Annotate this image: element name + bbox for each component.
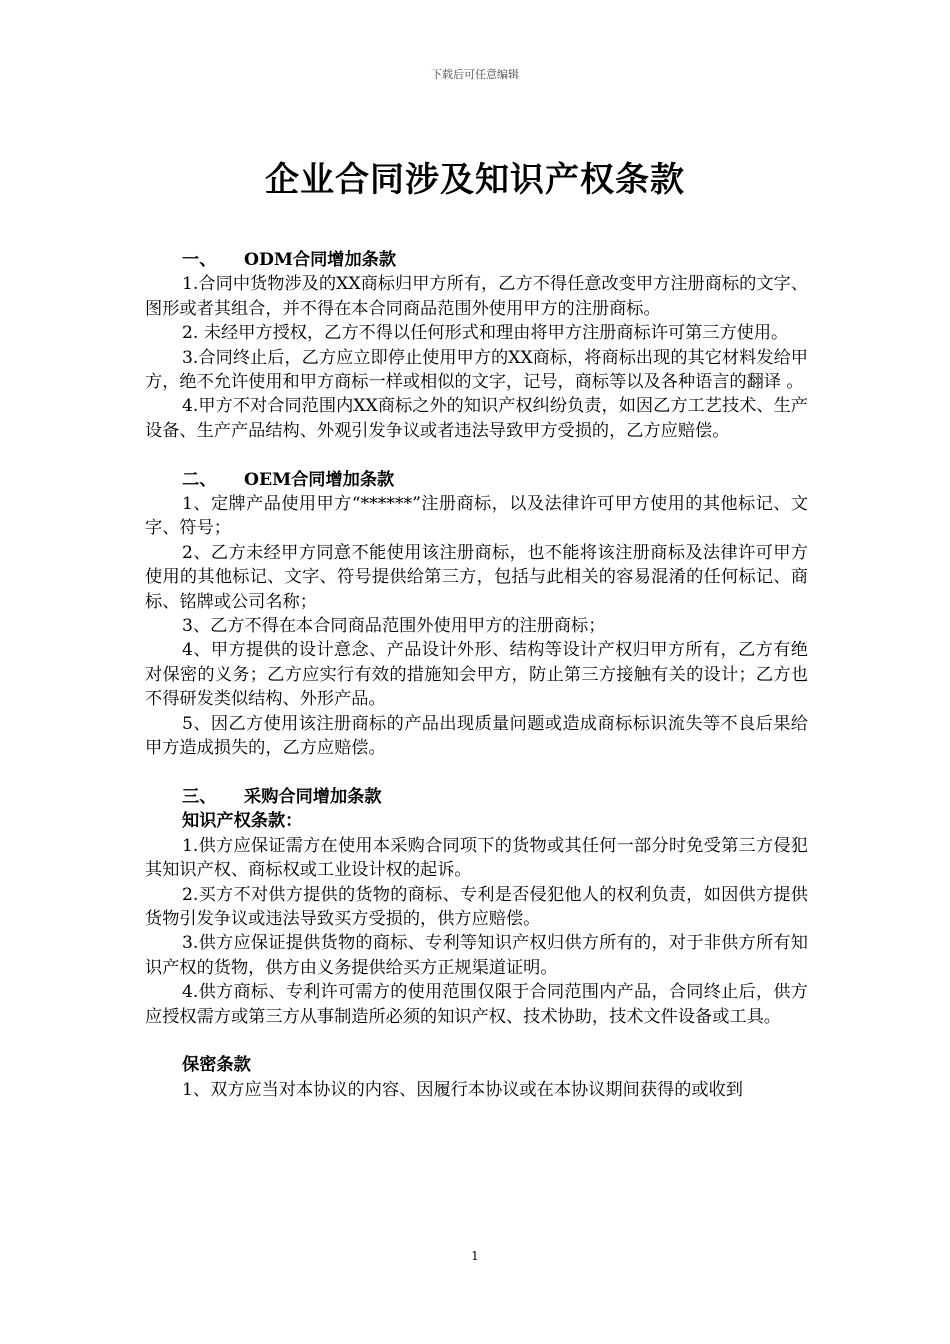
- paragraph: 2、乙方未经甲方同意不能使用该注册商标，也不能将该注册商标及法律许可甲方使用的其他标记、文字、符号提供给第三方，包括与此相关的容易混淆的任何标记、商标、铭牌或公司名称；: [145, 542, 808, 612]
- section-number: 三、: [182, 786, 217, 807]
- paragraph: 3、乙方不得在本合同商品范围外使用甲方的注册商标；: [182, 616, 606, 637]
- page-number: 1: [471, 1249, 479, 1263]
- paragraph: 5、因乙方使用该注册商标的产品出现质量问题或造成商标标识流失等不良后果给甲方造成损失的，乙方应赔偿。: [145, 713, 808, 759]
- paragraph: 4.甲方不对合同范围内XX商标之外的知识产权纠纷负责，如因乙方工艺技术、生产设备、生产产品结构、外观引发争议或者违法导致甲方受损的，乙方应赔偿。: [145, 396, 808, 441]
- subsection-heading: 知识产权条款：: [182, 811, 303, 832]
- paragraph: 1.合同中货物涉及的XX商标归甲方所有，乙方不得任意改变甲方注册商标的文字、图形或者其组合，并不得在本合同商品范围外使用甲方的注册商标。: [145, 274, 808, 319]
- section-number: 二、: [182, 469, 217, 490]
- paragraph: 2.买方不对供方提供的货物的商标、专利是否侵犯他人的权利负责，如因供方提供货物引发争议或违法导致买方受损的，供方应赔偿。: [145, 884, 808, 929]
- document-body: [145, 248, 808, 1102]
- section-title: OEM合同增加条款: [244, 469, 395, 490]
- paragraph: 1.供方应保证需方在使用本采购合同项下的货物或其任何一部分时免受第三方侵犯其知识产权、商标权或工业设计权的起诉。: [145, 835, 808, 881]
- subsection-heading: 保密条款: [182, 1055, 251, 1076]
- spacer: [145, 1029, 808, 1053]
- section-number: 一、: [182, 250, 217, 270]
- section-title: ODM合同增加条款: [244, 250, 397, 270]
- paragraph: 1、定牌产品使用甲方“******”注册商标，以及法律许可甲方使用的其他标记、文字、符号；: [145, 494, 808, 539]
- spacer: [145, 443, 808, 467]
- section-title: 采购合同增加条款: [244, 786, 382, 807]
- document-title: 企业合同涉及知识产权条款: [265, 160, 685, 200]
- paragraph: 1、双方应当对本协议的内容、因履行本协议或在本协议期间获得的或收到: [182, 1079, 743, 1100]
- page-header: 下载后可任意编辑: [431, 68, 519, 81]
- paragraph: 2. 未经甲方授权，乙方不得以任何形式和理由将甲方注册商标许可第三方使用。: [182, 323, 789, 344]
- section-heading: [145, 468, 808, 492]
- section-heading: [145, 248, 808, 272]
- paragraph: 4.供方商标、专利许可需方的使用范围仅限于合同范围内产品，合同终止后，供方应授权需方或第三方从事制造所必须的知识产权、技术协助，技术文件设备或工具。: [145, 982, 808, 1027]
- paragraph: 3.合同终止后，乙方应立即停止使用甲方的XX商标，将商标出现的其它材料发给甲方，绝不允许使用和甲方商标一样或相似的文字，记号，商标等以及各种语言的翻译 。: [145, 347, 808, 393]
- spacer: [145, 761, 808, 785]
- section-heading: [145, 785, 808, 809]
- paragraph: 3.供方应保证提供货物的商标、专利等知识产权归供方所有的，对于非供方所有知识产权的货物，供方由义务提供给买方正规渠道证明。: [145, 933, 808, 978]
- paragraph: 4、甲方提供的设计意念、产品设计外形、结构等设计产权归甲方所有，乙方有绝对保密的义务；乙方应实行有效的措施知会甲方，防止第三方接触有关的设计；乙方也不得研发类似结构、外形产品。: [145, 640, 808, 710]
